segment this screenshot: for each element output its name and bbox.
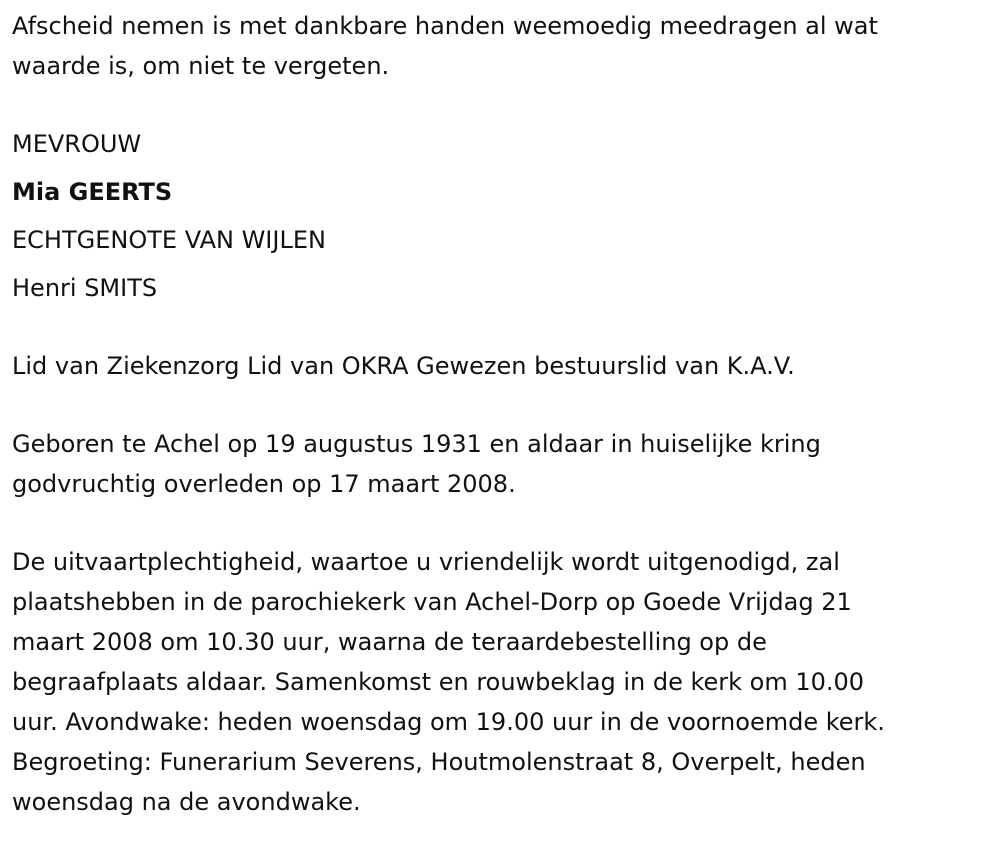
salutation: MEVROUW (12, 130, 142, 158)
memberships-line: Lid van Ziekenzorg Lid van OKRA Gewezen bestuurslid van K.A.V. (12, 352, 795, 380)
deceased-name: Mia GEERTS (12, 178, 173, 206)
obituary-document (12, 6, 987, 822)
intro-paragraph: Afscheid nemen is met dankbare handen weemoedig meedragen al wat waarde is, om niet te vergeten. (12, 12, 878, 80)
birth-death-paragraph: Geboren te Achel op 19 augustus 1931 en aldaar in huiselijke kring godvruchtig overleden op 17 maart 2008. (12, 430, 821, 498)
ceremony-paragraph: De uitvaartplechtigheid, waartoe u vriendelijk wordt uitgenodigd, zal plaatshebben in de parochiekerk van Achel-Dorp op Goede Vrijdag 21 maart 2008 om 10.30 uur, waarna de teraardebestelling op de begraafplaats aldaar. Samenkomst en rouwbeklag in de kerk om 10.00 uur. Avondwake: heden woensdag om 19.00 uur in de voornoemde kerk. Begroeting: Funerarium Severens, Houtmolenstraat 8, Overpelt, heden woensdag na de avondwake. (12, 548, 885, 816)
relation-line: ECHTGENOTE VAN WIJLEN (12, 226, 326, 254)
spouse-name: Henri SMITS (12, 274, 158, 302)
